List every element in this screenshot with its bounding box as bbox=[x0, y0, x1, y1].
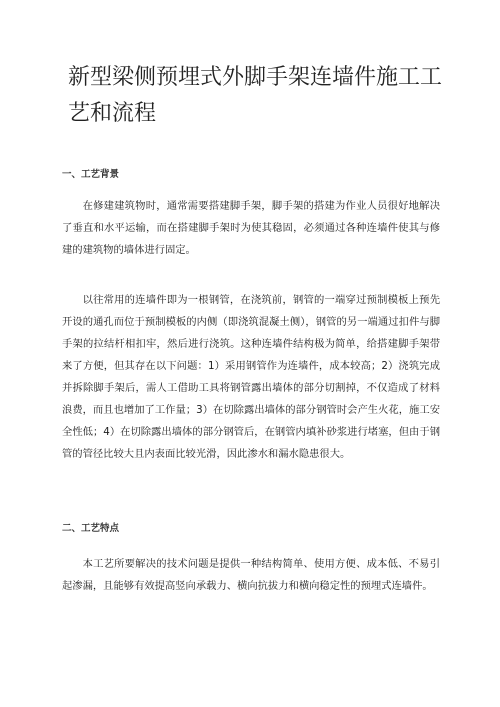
paragraph-background-1: 在修建建筑物时，通常需要搭建脚手架，脚手架的搭建为作业人员很好地解决了垂直和水平运输，而在搭建脚手架时为使其稳固，必须通过各种连墙件使其与修建的建筑物的墙体进行固定。 bbox=[62, 200, 440, 256]
section-heading-features: 二、工艺特点 bbox=[62, 523, 120, 534]
document-title: 新型梁侧预埋式外脚手架连墙件施工工艺和流程 bbox=[68, 65, 443, 126]
section-heading-background: 一、工艺背景 bbox=[62, 169, 120, 180]
paragraph-features-1: 本工艺所要解决的技术问题是提供一种结构简单、使用方便、成本低、不易引起渗漏，且能够有效提高竖向承载力、横向抗拔力和横向稳定性的预埋式连墙件。 bbox=[62, 558, 440, 592]
paragraph-background-2: 以往常用的连墙件即为一根钢管，在浇筑前，钢管的一端穿过预制模板上预先开设的通孔而位于预制模板的内侧（即浇筑混凝土侧），钢管的另一端通过扣件与脚手架的拉结杆相扣牢，然后进行浇筑。这种连墙件结构极为简单，给搭建脚手架带来了方便，但其存在以下问题：1）采用钢管作为连墙件，成本较高；2）浇筑完成并拆除脚手架后，需人工借助工具将钢管露出墙体的部分切割掉，不仅造成了材料浪费，而且也增加了工作量；3）在切除露出墙体的部分钢管时会产生火花，施工安全性低；4）在切除露出墙体的部分钢管后，在钢管内填补砂浆进行堵塞，但由于钢管的管径比较大且内表面比较光滑，因此渗水和漏水隐患很大。 bbox=[62, 294, 440, 460]
